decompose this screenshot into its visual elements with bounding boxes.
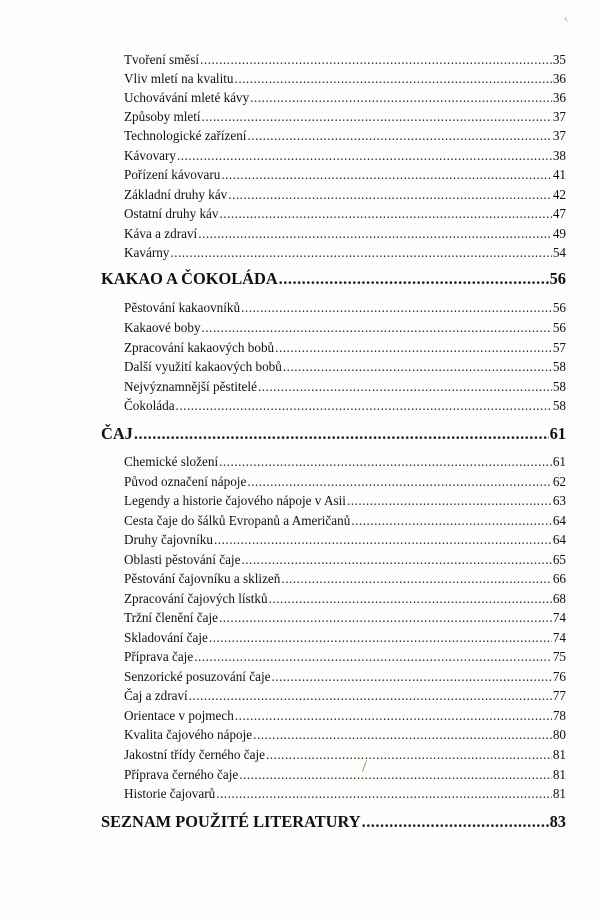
- toc-entry-title: Oblasti pěstování čaje: [124, 552, 241, 567]
- toc-entry-page: 56: [552, 320, 566, 335]
- toc-leader-dots: [279, 269, 549, 289]
- toc-leader-dots: [221, 167, 552, 183]
- toc-entry-page: 64: [552, 532, 566, 547]
- toc-leader-dots: [198, 226, 552, 242]
- toc-entry-title: Tržní členění čaje: [124, 610, 218, 625]
- toc-entry: [124, 688, 566, 706]
- toc-entry-title: Senzorické posuzování čaje: [124, 669, 271, 684]
- toc-entry-page: 64: [552, 513, 566, 528]
- toc-entry-page: 47: [552, 206, 566, 221]
- toc-entry-page: 37: [552, 128, 566, 143]
- toc-entry: [124, 379, 566, 397]
- toc-entry-title: Další využití kakaových bobů: [124, 359, 282, 374]
- toc-entry-title: Historie čajovarů: [124, 786, 216, 801]
- toc-leader-dots: [351, 513, 552, 529]
- toc-chapter-page: 83: [549, 812, 566, 831]
- toc-chapter-heading: [101, 424, 566, 446]
- toc-entry-title: Káva a zdraví: [124, 226, 198, 241]
- toc-entry: [124, 571, 566, 589]
- toc-entry-title: Tvoření směsí: [124, 52, 200, 67]
- toc-entry: [124, 109, 566, 127]
- toc-entry-page: 35: [552, 52, 566, 67]
- toc-entry-title: Příprava černého čaje: [124, 767, 239, 782]
- toc-leader-dots: [134, 424, 549, 444]
- toc-leader-dots: [275, 340, 552, 356]
- corner-scan-mark: ৎ: [564, 16, 568, 24]
- toc-entry: [124, 708, 566, 726]
- toc-entry-page: 66: [552, 571, 566, 586]
- toc-entry: [124, 610, 566, 628]
- toc-entry: [124, 148, 566, 166]
- toc-entry-page: 57: [552, 340, 566, 355]
- toc-entry: [124, 727, 566, 745]
- toc-entry: [124, 398, 566, 416]
- toc-entry-title: Základní druhy káv: [124, 187, 228, 202]
- toc-entry-page: 65: [552, 552, 566, 567]
- toc-leader-dots: [216, 786, 552, 802]
- toc-entry: [124, 300, 566, 318]
- toc-entry: [124, 226, 566, 244]
- toc-entry-page: 68: [552, 591, 566, 606]
- toc-entry: [124, 532, 566, 550]
- toc-leader-dots: [241, 552, 551, 568]
- toc-leader-dots: [214, 532, 552, 548]
- toc-entry-page: 76: [552, 669, 566, 684]
- toc-entry: [124, 513, 566, 531]
- toc-entry-title: Chemické složení: [124, 454, 219, 469]
- toc-entry-title: Legendy a historie čajového nápoje v Asii: [124, 493, 346, 508]
- toc-entry-title: Pěstování čajovníku a sklizeň: [124, 571, 281, 586]
- toc-chapter-title: ČAJ: [101, 424, 133, 443]
- toc-entry: [124, 630, 566, 648]
- toc-entry: [124, 454, 566, 472]
- toc-leader-dots: [269, 591, 552, 607]
- toc-entry-page: 78: [552, 708, 566, 723]
- toc-entry-title: Zpracování kakaových bobů: [124, 340, 275, 355]
- toc-leader-dots: [200, 52, 552, 68]
- toc-entry-page: 74: [552, 610, 566, 625]
- toc-entry-page: 37: [552, 109, 566, 124]
- toc-entry: [124, 474, 566, 492]
- toc-entry: [124, 90, 566, 108]
- toc-entry-title: Původ označení nápoje: [124, 474, 247, 489]
- toc-entry-title: Nejvýznamnější pěstitelé: [124, 379, 257, 394]
- toc-entry: [124, 128, 566, 146]
- toc-leader-dots: [247, 128, 551, 144]
- toc-entry: [124, 206, 566, 224]
- toc-entry-page: 49: [552, 226, 566, 241]
- toc-entry-title: Jakostní třídy černého čaje: [124, 747, 265, 762]
- toc-entry-title: Způsoby mletí: [124, 109, 201, 124]
- toc-leader-dots: [253, 727, 552, 743]
- toc-entry-page: 74: [552, 630, 566, 645]
- toc-leader-dots: [362, 812, 549, 832]
- toc-leader-dots: [266, 747, 552, 763]
- toc-leader-dots: [220, 206, 552, 222]
- toc-entry-title: Technologické zařízení: [124, 128, 247, 143]
- toc-entry-title: Kakaové boby: [124, 320, 201, 335]
- toc-chapter-title: KAKAO A ČOKOLÁDA: [101, 269, 278, 288]
- toc-entry-page: 81: [552, 786, 566, 801]
- toc-entry-page: 58: [552, 379, 566, 394]
- toc-leader-dots: [247, 474, 551, 490]
- toc-leader-dots: [228, 187, 552, 203]
- toc-entry-page: 41: [552, 167, 566, 182]
- toc-entry: [124, 340, 566, 358]
- toc-entry-title: Kávovary: [124, 148, 176, 163]
- toc-entry-title: Cesta čaje do šálků Evropanů a Američanů: [124, 513, 351, 528]
- toc-leader-dots: [271, 669, 551, 685]
- toc-entry-title: Vliv mletí na kvalitu: [124, 71, 234, 86]
- toc-entry: [124, 649, 566, 667]
- toc-leader-dots: [202, 320, 552, 336]
- toc-leader-dots: [209, 630, 552, 646]
- toc-entry-title: Zpracování čajových lístků: [124, 591, 268, 606]
- toc-entry-title: Čokoláda: [124, 398, 175, 413]
- toc-entry-page: 36: [552, 90, 566, 105]
- toc-leader-dots: [194, 649, 552, 665]
- toc-entry-page: 62: [552, 474, 566, 489]
- toc-entry-page: 63: [552, 493, 566, 508]
- toc-entry: [124, 167, 566, 185]
- toc-entry-title: Skladování čaje: [124, 630, 208, 645]
- toc-entry-page: 36: [552, 71, 566, 86]
- toc-entry-page: 42: [552, 187, 566, 202]
- toc-leader-dots: [219, 610, 552, 626]
- toc-entry-page: 75: [552, 649, 566, 664]
- toc-entry: [124, 591, 566, 609]
- toc-entry: [124, 669, 566, 687]
- toc-leader-dots: [219, 454, 552, 470]
- toc-entry-title: Druhy čajovníku: [124, 532, 213, 547]
- toc-entry-title: Příprava čaje: [124, 649, 194, 664]
- toc-entry-title: Pořízení kávovaru: [124, 167, 221, 182]
- toc-entry: [124, 359, 566, 377]
- toc-entry: [124, 71, 566, 89]
- toc-entry-title: Čaj a zdraví: [124, 688, 188, 703]
- toc-chapter-heading: [101, 812, 566, 834]
- toc-entry-page: 38: [552, 148, 566, 163]
- toc-entry: [124, 493, 566, 511]
- toc-entry-title: Pěstování kakaovníků: [124, 300, 241, 315]
- toc-entry: [124, 245, 566, 263]
- toc-leader-dots: [241, 300, 552, 316]
- toc-leader-dots: [239, 767, 552, 783]
- toc-leader-dots: [281, 571, 551, 587]
- toc-entry-page: 58: [552, 359, 566, 374]
- toc-entry-page: 54: [552, 245, 566, 260]
- toc-leader-dots: [250, 90, 552, 106]
- toc-entry-page: 77: [552, 688, 566, 703]
- toc-entry: [124, 187, 566, 205]
- toc-entry-title: Kvalita čajového nápoje: [124, 727, 253, 742]
- toc-leader-dots: [176, 398, 552, 414]
- toc-leader-dots: [235, 708, 552, 724]
- toc-leader-dots: [283, 359, 552, 375]
- toc-entry: [124, 52, 566, 70]
- toc-entry: [124, 767, 566, 785]
- toc-leader-dots: [347, 493, 552, 509]
- toc-entry-page: 81: [552, 767, 566, 782]
- toc-entry: [124, 552, 566, 570]
- toc-chapter-heading: [101, 269, 566, 291]
- toc-entry-page: 80: [552, 727, 566, 742]
- toc-leader-dots: [202, 109, 552, 125]
- toc-leader-dots: [258, 379, 552, 395]
- toc-entry-title: Orientace v pojmech: [124, 708, 234, 723]
- toc-entry-page: 81: [552, 747, 566, 762]
- toc-chapter-page: 61: [549, 424, 566, 443]
- toc-entry-page: 61: [552, 454, 566, 469]
- toc-leader-dots: [177, 148, 552, 164]
- toc-entry: [124, 747, 566, 765]
- toc-entry: [124, 786, 566, 804]
- toc-entry-page: 56: [552, 300, 566, 315]
- toc-entry-title: Ostatní druhy káv: [124, 206, 219, 221]
- toc-chapter-page: 56: [549, 269, 566, 288]
- toc-chapter-title: SEZNAM POUŽITÉ LITERATURY: [101, 812, 361, 831]
- toc-leader-dots: [235, 71, 552, 87]
- toc-entry-title: Uchovávání mleté kávy: [124, 90, 250, 105]
- toc-entry-title: Kavárny: [124, 245, 170, 260]
- toc-entry: [124, 320, 566, 338]
- toc-leader-dots: [189, 688, 552, 704]
- toc-leader-dots: [170, 245, 551, 261]
- toc-entry-page: 58: [552, 398, 566, 413]
